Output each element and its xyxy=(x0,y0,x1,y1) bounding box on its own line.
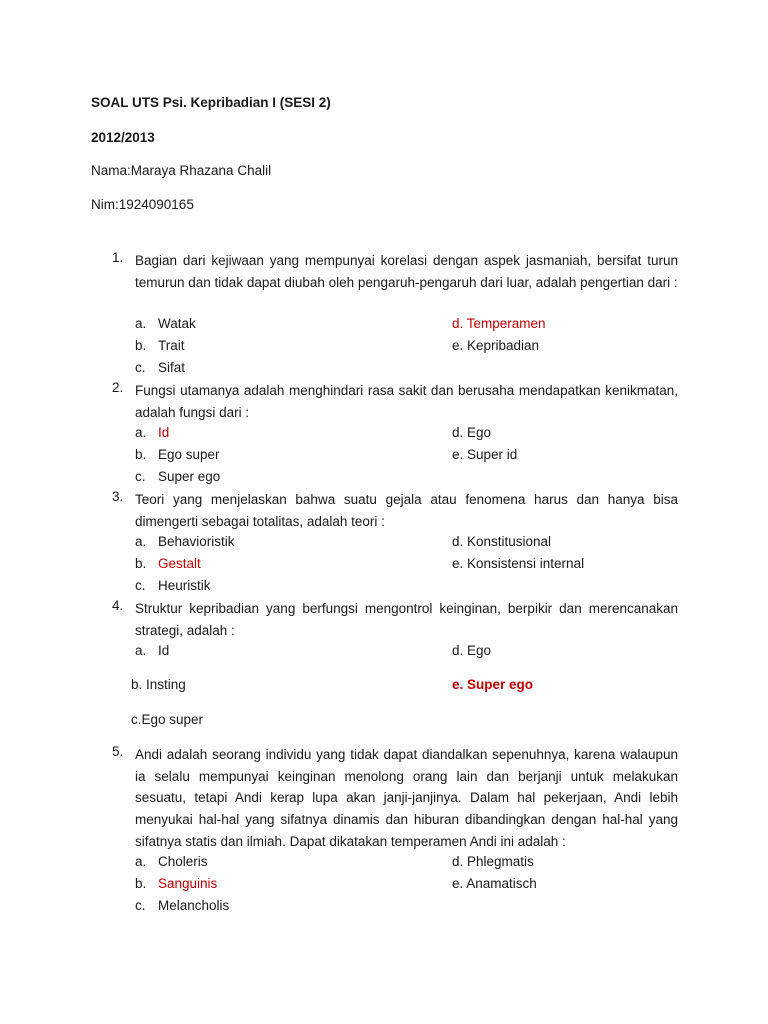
option-text: Choleris xyxy=(158,854,208,869)
option-text-answer: Sanguinis xyxy=(158,876,218,891)
option-c xyxy=(135,578,211,593)
question-text: Fungsi utamanya adalah menghindari rasa sakit dan berusaha mendapatkan kenikmatan, adalah fungsi dari : xyxy=(135,383,678,420)
option-label: a. xyxy=(135,854,147,869)
option-text: Watak xyxy=(158,316,196,331)
question-number: 4. xyxy=(112,598,124,613)
option-text: Melancholis xyxy=(158,898,230,913)
option-label: a. xyxy=(135,534,147,549)
option-label: c. xyxy=(135,360,146,375)
option-text: Super ego xyxy=(158,469,221,484)
option-label: b. xyxy=(135,447,147,462)
option-label: c. xyxy=(135,898,146,913)
question-text: Bagian dari kejiwaan yang mempunyai korelasi dengan aspek jasmaniah, bersifat turun temurun dan tidak dapat diubah oleh pengaruh-pengaruh dari luar, adalah pengertian dari : xyxy=(135,253,678,290)
option-a xyxy=(135,854,208,869)
option-c xyxy=(135,360,185,375)
option-c: c.Ego super xyxy=(131,712,204,727)
question-3 xyxy=(112,489,678,532)
option-e: e. Kepribadian xyxy=(452,338,540,353)
question-text: Andi adalah seorang individu yang tidak dapat diandalkan sepenuhnya, karena walaupun ia selalu mempunyai keinginan menolong orang lain dan berjanji untuk melakukan sesuatu, tetapi Andi kerap lupa akan janji-janjinya. Dalam hal pekerjaan, Andi lebih menyukai hal-hal yang sifatnya dinamis dan hiburan dibandingkan dengan hal-hal yang sifatnya statis dan ilmiah. Dapat dikatakan temperamen Andi ini adalah : xyxy=(135,747,678,849)
option-e-answer: e. Super ego xyxy=(452,677,534,692)
option-a xyxy=(135,425,169,440)
option-label: c. xyxy=(135,469,146,484)
option-text-answer: Id xyxy=(158,425,170,440)
option-text: Sifat xyxy=(158,360,186,375)
option-text: Ego super xyxy=(158,447,220,462)
option-a xyxy=(135,643,169,658)
option-c xyxy=(135,469,220,484)
option-b: b. Insting xyxy=(131,677,186,692)
student-nim: Nim:1924090165 xyxy=(91,197,194,212)
document-title: SOAL UTS Psi. Kepribadian I (SESI 2) xyxy=(91,95,331,110)
option-label: b. xyxy=(135,338,147,353)
question-text: Struktur kepribadian yang berfungsi mengontrol keinginan, berpikir dan merencanakan strategi, adalah : xyxy=(135,601,678,638)
student-name: Nama:Maraya Rhazana Chalil xyxy=(91,163,272,178)
question-number: 1. xyxy=(112,250,124,265)
option-label: a. xyxy=(135,425,147,440)
option-label: b. xyxy=(135,556,147,571)
question-number: 2. xyxy=(112,380,124,395)
option-b xyxy=(135,447,220,462)
option-c xyxy=(135,898,229,913)
option-a xyxy=(135,316,196,331)
option-text: Id xyxy=(158,643,170,658)
question-text: Teori yang menjelaskan bahwa suatu gejala atau fenomena harus dan hanya bisa dimengerti sebagai totalitas, adalah teori : xyxy=(135,492,678,529)
option-b xyxy=(135,338,185,353)
question-5 xyxy=(112,744,678,853)
option-text-answer: Gestalt xyxy=(158,556,201,571)
option-label: a. xyxy=(135,643,147,658)
option-b xyxy=(135,556,201,571)
option-label: a. xyxy=(135,316,147,331)
question-number: 3. xyxy=(112,489,124,504)
question-1 xyxy=(112,250,678,293)
option-text: Behavioristik xyxy=(158,534,235,549)
option-d: d. Phlegmatis xyxy=(452,854,534,869)
option-d: d. Ego xyxy=(452,425,492,440)
option-text: Trait xyxy=(158,338,185,353)
question-number: 5. xyxy=(112,744,124,759)
option-d-answer: d. Temperamen xyxy=(452,316,546,331)
option-label: c. xyxy=(135,578,146,593)
question-2 xyxy=(112,380,678,423)
option-d: d. Konstitusional xyxy=(452,534,552,549)
option-d: d. Ego xyxy=(452,643,492,658)
question-4 xyxy=(112,598,678,641)
option-a xyxy=(135,534,235,549)
option-text: Heuristik xyxy=(158,578,211,593)
option-b xyxy=(135,876,217,891)
option-label: b. xyxy=(135,876,147,891)
option-e: e. Super id xyxy=(452,447,518,462)
academic-year: 2012/2013 xyxy=(91,130,155,145)
option-e: e. Anamatisch xyxy=(452,876,537,891)
option-e: e. Konsistensi internal xyxy=(452,556,585,571)
